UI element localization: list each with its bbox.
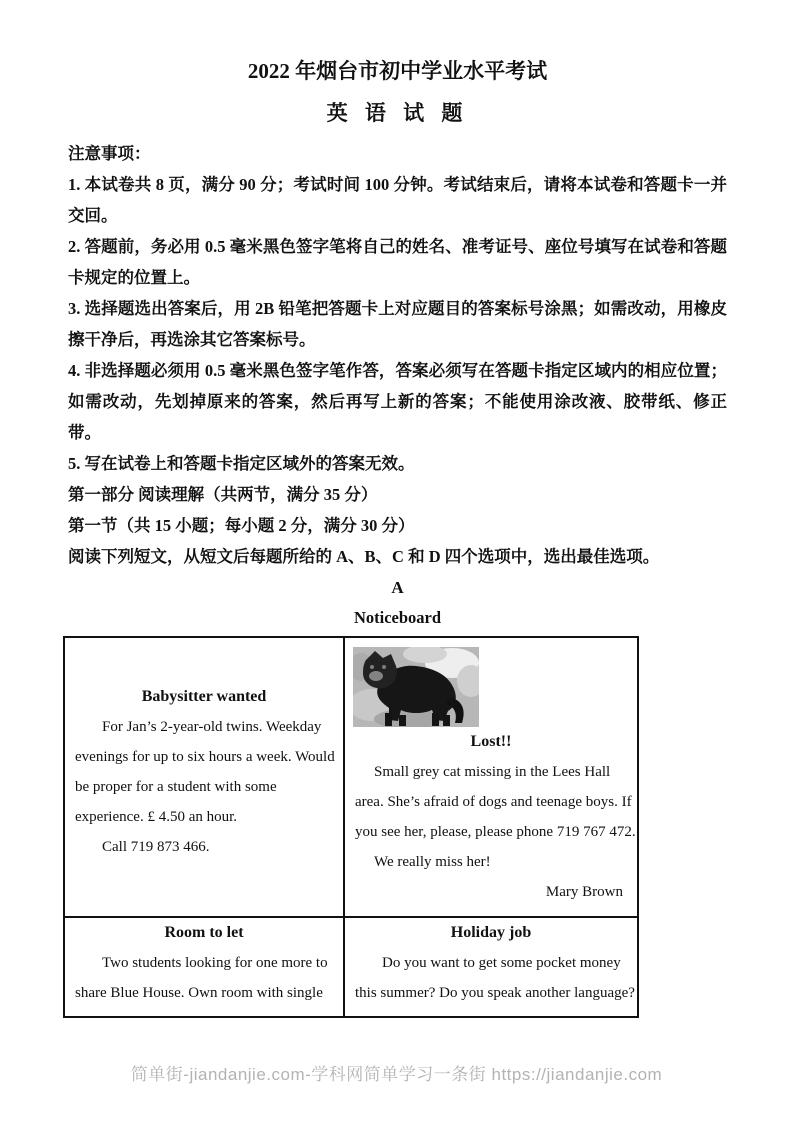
directions: 阅读下列短文，从短文后每题所给的 A、B、C 和 D 四个选项中，选出最佳选项。 bbox=[68, 547, 660, 566]
room-heading: Room to let bbox=[164, 924, 244, 941]
node-heading: 第一节（共 15 小题；每小题 2 分，满分 30 分） bbox=[68, 516, 415, 535]
babysitter-cell bbox=[64, 637, 344, 917]
babysitter-line: evenings for up to six hours a week. Would bbox=[75, 749, 335, 765]
holiday-line: this summer? Do you speak another language? bbox=[355, 985, 635, 1001]
watermark-footer: 简单街-jiandanjie.com-学科网简单学习一条街 https://jiandanjie.com bbox=[130, 1065, 663, 1084]
holiday-line: Do you want to get some pocket money bbox=[382, 955, 621, 971]
notice-item-1: 1. 本试卷共 8 页，满分 90 分；考试时间 100 分钟。考试结束后，请将本试卷和答题卡一并交回。 bbox=[68, 175, 727, 225]
babysitter-line: Call 719 873 466. bbox=[102, 839, 210, 855]
notice-item-4: 4. 非选择题必须用 0.5 毫米黑色签字笔作答，答案必须写在答题卡指定区域内的相应位置；如需改动，先划掉原来的答案，然后再写上新的答案；不能使用涂改液、胶带纸、修正带。 bbox=[68, 361, 727, 442]
holiday-cell bbox=[344, 917, 638, 1017]
holiday-heading: Holiday job bbox=[450, 924, 532, 941]
room-cell bbox=[64, 917, 344, 1017]
lost-line: area. She’s afraid of dogs and teenage boys. If bbox=[355, 794, 632, 810]
board-title: Noticeboard bbox=[353, 608, 442, 627]
lost-heading: Lost!! bbox=[470, 733, 512, 750]
lost-line: Small grey cat missing in the Lees Hall bbox=[374, 764, 611, 780]
noticeboard-table bbox=[63, 636, 639, 1018]
notice-item-2: 2. 答题前，务必用 0.5 毫米黑色签字笔将自己的姓名、准考证号、座位号填写在试卷和答题卡规定的位置上。 bbox=[68, 237, 727, 287]
babysitter-line: be proper for a student with some bbox=[75, 779, 277, 795]
notice-heading: 注意事项： bbox=[68, 144, 151, 163]
babysitter-line: For Jan’s 2-year-old twins. Weekday bbox=[102, 719, 322, 735]
lost-signature: Mary Brown bbox=[545, 884, 623, 900]
notice-item-3: 3. 选择题选出答案后，用 2B 铅笔把答题卡上对应题目的答案标号涂黑；如需改动，用橡皮擦干净后，再选涂其它答案标号。 bbox=[68, 299, 727, 349]
room-line: share Blue House. Own room with single bbox=[75, 985, 323, 1001]
lost-cat-cell bbox=[344, 637, 638, 917]
page-subtitle: 英 语 试 题 bbox=[326, 101, 469, 125]
cat-photo bbox=[353, 647, 479, 727]
page-title: 2022 年烟台市初中学业水平考试 bbox=[247, 59, 548, 83]
lost-line: you see her, please, please phone 719 767 472. bbox=[355, 824, 636, 840]
lost-line: We really miss her! bbox=[374, 854, 491, 870]
room-line: Two students looking for one more to bbox=[102, 955, 328, 971]
part-heading: 第一部分 阅读理解（共两节，满分 35 分） bbox=[68, 485, 378, 504]
passage-label: A bbox=[391, 578, 404, 597]
notice-item-5: 5. 写在试卷上和答题卡指定区域外的答案无效。 bbox=[68, 454, 415, 473]
babysitter-heading: Babysitter wanted bbox=[141, 688, 267, 705]
babysitter-line: experience. £ 4.50 an hour. bbox=[75, 809, 238, 825]
